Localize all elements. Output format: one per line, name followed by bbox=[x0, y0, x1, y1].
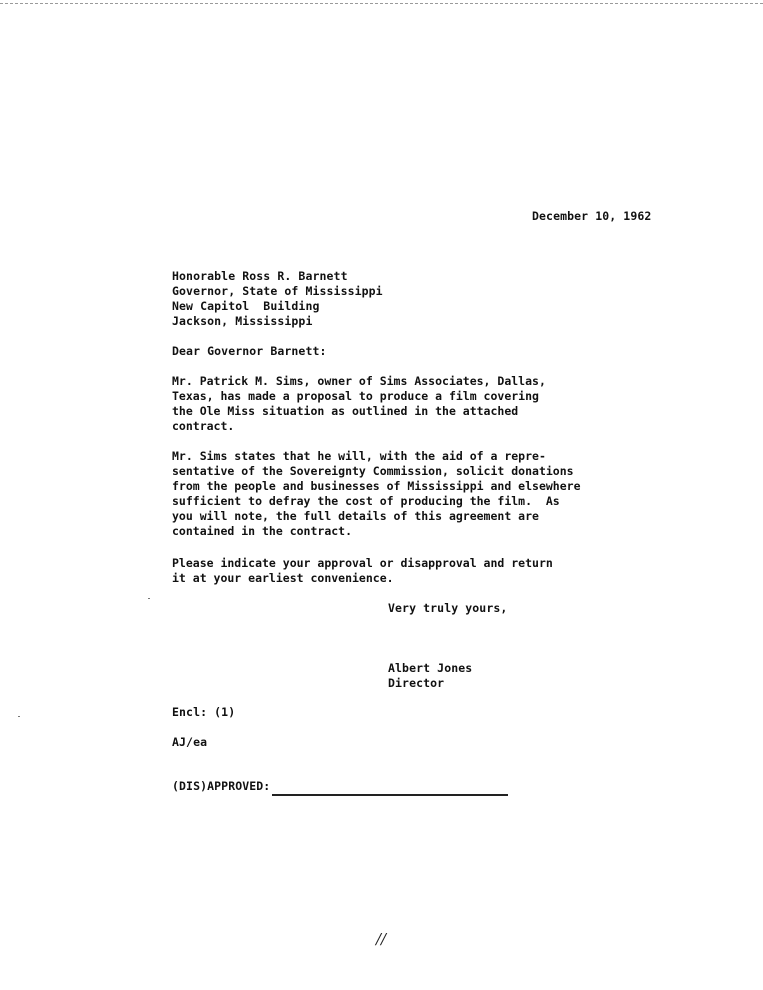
paragraph-2 bbox=[172, 449, 622, 539]
paragraph-line: sentative of the Sovereignty Commission, solicit donations bbox=[172, 464, 574, 478]
paragraph-3 bbox=[172, 556, 622, 586]
letter-date: December 10, 1962 bbox=[532, 209, 652, 223]
page-mark: // bbox=[376, 930, 387, 948]
paragraph-line: from the people and businesses of Mississippi and elsewhere bbox=[172, 479, 581, 493]
address-line-4: Jackson, Mississippi bbox=[172, 314, 313, 328]
paragraph-line: Mr. Sims states that he will, with the aid of a repre- bbox=[172, 449, 546, 463]
paragraph-line: contract. bbox=[172, 419, 235, 433]
closing: Very truly yours, bbox=[388, 601, 508, 615]
paragraph-line: Mr. Patrick M. Sims, owner of Sims Associates, Dallas, bbox=[172, 374, 546, 388]
approval-signature-line bbox=[272, 794, 508, 796]
paragraph-line: it at your earliest convenience. bbox=[172, 571, 394, 585]
scan-top-edge bbox=[0, 3, 763, 4]
address-line-1: Honorable Ross R. Barnett bbox=[172, 269, 348, 283]
address-line-3: New Capitol Building bbox=[172, 299, 320, 313]
paragraph-line: you will note, the full details of this agreement are bbox=[172, 509, 539, 523]
paragraph-line: sufficient to defray the cost of producing the film. As bbox=[172, 494, 560, 508]
address-line-2: Governor, State of Mississippi bbox=[172, 284, 383, 298]
signer-name: Albert Jones bbox=[388, 661, 473, 675]
signer-title: Director bbox=[388, 676, 445, 690]
paragraph-line: Texas, has made a proposal to produce a film covering bbox=[172, 389, 539, 403]
approval-label: (DIS)APPROVED: bbox=[172, 779, 271, 793]
paragraph-line: contained in the contract. bbox=[172, 524, 353, 538]
paragraph-line: the Ole Miss situation as outlined in the attached bbox=[172, 404, 519, 418]
enclosure-note: Encl: (1) bbox=[172, 705, 236, 719]
paragraph-1 bbox=[172, 374, 622, 434]
paragraph-line: Please indicate your approval or disapproval and return bbox=[172, 556, 553, 570]
scan-speck bbox=[18, 716, 20, 717]
scan-speck bbox=[148, 598, 150, 599]
salutation: Dear Governor Barnett: bbox=[172, 344, 327, 358]
typist-initials: AJ/ea bbox=[172, 735, 208, 749]
